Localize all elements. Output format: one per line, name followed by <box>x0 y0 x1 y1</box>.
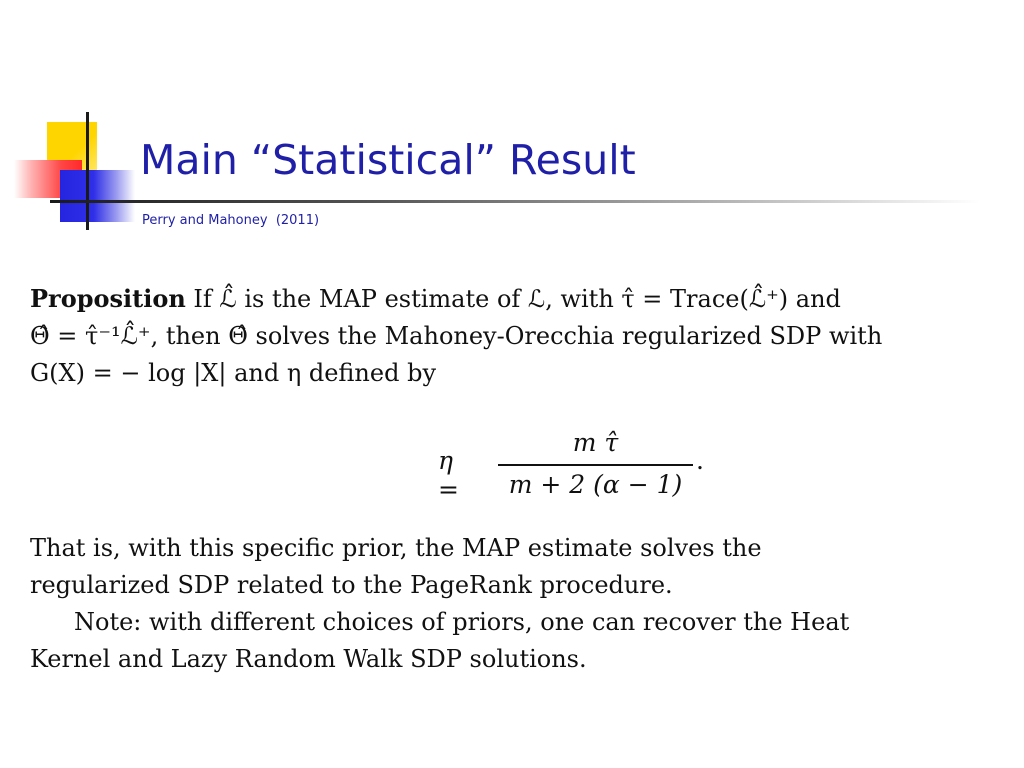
slide-title: Main “Statistical” Result <box>140 136 636 184</box>
equation-denominator: m + 2 (α − 1) <box>508 470 683 499</box>
proposition-line-3: G(X) = − log |X| and η defined by <box>30 359 437 387</box>
proposition-label: Proposition <box>30 284 186 313</box>
slide-decoration <box>0 0 140 240</box>
vertical-line <box>86 112 89 230</box>
title-rule <box>50 200 980 203</box>
equation-fraction <box>498 428 693 499</box>
note-line-2: Kernel and Lazy Random Walk SDP solutions. <box>30 645 587 673</box>
note-line-1: Note: with different choices of priors, one can recover the Heat <box>74 608 850 636</box>
blue-square <box>60 170 135 222</box>
proposition-line-1 <box>30 280 1020 318</box>
proposition-line-2: Θ̂ = τ̂⁻¹ℒ̂⁺, then Θ̂ solves the Mahoney-Orecchia regularized SDP with <box>30 322 883 350</box>
equation-numerator: m τ̂ <box>572 428 619 457</box>
proposition-text-1: If ℒ̂ is the MAP estimate of ℒ, with τ̂ = Trace(ℒ̂⁺) and <box>193 285 841 313</box>
equation-lhs: η = <box>438 446 459 504</box>
slide-subtitle: Perry and Mahoney (2011) <box>142 213 320 228</box>
equation-period: . <box>696 446 704 475</box>
fraction-bar <box>498 464 693 466</box>
proposition-block <box>30 280 1020 392</box>
explanation-block <box>30 530 849 678</box>
explanation-line-2: regularized SDP related to the PageRank procedure. <box>30 571 673 599</box>
explanation-line-1: That is, with this specific prior, the MAP estimate solves the <box>30 534 762 562</box>
